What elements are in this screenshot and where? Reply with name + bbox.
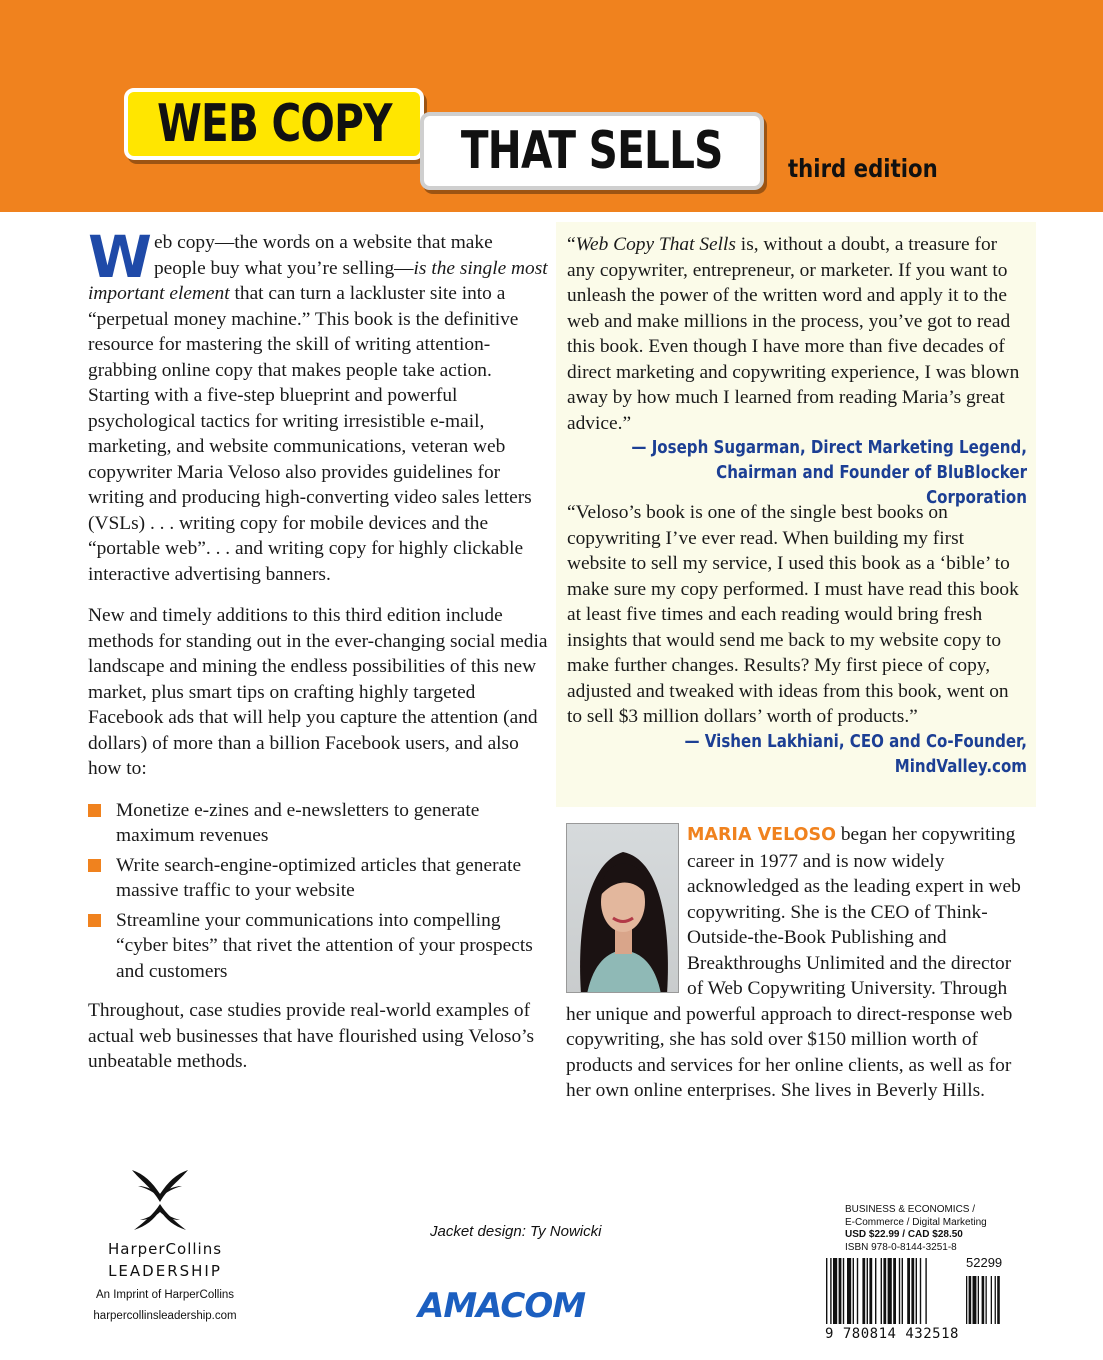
category-line-1: BUSINESS & ECONOMICS / [845,1204,976,1215]
bullet-text: Streamline your communications into compelling “cyber bites” that rivet the attention of your prospects and customers [116,909,533,982]
jacket-design-credit: Jacket design: Ty Nowicki [430,1223,602,1240]
quote-attribution-line-1: — Joseph Sugarman, Direct Marketing Legend, [631,438,1027,458]
additions-paragraph: New and timely additions to this third edition include methods for standing out in the ever-changing social media landscape and mining the endless possibilities of this new market, plus smart tips on crafting highly targeted Facebook ads that will help you capture the attention (and dollars) of more than a billion Facebook users, and also how to: [88,605,548,779]
testimonial-sugarman [567,232,1027,511]
author-bio [566,822,1031,1104]
quote-attribution-line-2: MindValley.com [894,756,1027,777]
quote-attribution-line-2: Chairman and Founder of BluBlocker Corporation [716,463,1027,508]
amacom-logo: AMACOM [418,1286,586,1326]
bullet-text: Monetize e-zines and e-newsletters to generate maximum revenues [116,799,480,846]
orange-square-bullet-icon [88,914,101,927]
publisher-name-line-1: HarperCollins [107,1240,223,1258]
quote-open-mark: “ [567,502,576,523]
quote-attribution-line-1: — Vishen Lakhiani, CEO and Co-Founder, [684,731,1027,752]
publisher-name [80,1238,250,1282]
price-and-category-block [845,1204,1015,1254]
intro-paragraph [88,223,548,587]
bullet-text: Write search-engine-optimized articles that generate massive traffic to your website [116,854,522,901]
quote-text: Veloso’s book is one of the single best books on copywriting I’ve ever read. When building my first website to sell my service, I used this book as a ‘bible’ to make sure my copy performed. I must have read this book at least five times and each reading would bring fresh insights that would send me back to my website copy to make further changes. Results? My first piece of copy, adjusted and tweaked with ideas from this book, went on to sell $3 million dollars’ worth of products.” [567,502,1019,727]
publisher-name-line-2: LEADERSHIP [108,1262,222,1280]
author-bio-text: began her copywriting career in 1977 and is now widely acknowledged as the leading expert in web copywriting. She is the CEO of Think-Outside-the-Book Publishing and Breakthroughs Unlimited and the director of Web Copywriting University. Through her unique and powerful approach to direct-response web copywriting, she has sold over $150 million worth of products and services for her online clients, as well as for her own online enterprises. She lives in Beverly Hills. [566,824,1021,1101]
title-box-yellow [124,88,424,160]
title-box-white [420,112,764,190]
list-item [88,908,548,985]
case-studies-paragraph: Throughout, case studies provide real-world examples of actual web businesses that have flourished using Veloso’s unbeatable methods. [88,1000,535,1072]
orange-square-bullet-icon [88,804,101,817]
intro-emphasis: is the single most important element [88,257,548,304]
title-line-1: WEB COPY [156,94,392,154]
drop-cap: W [88,223,152,291]
title-line-2: THAT SELLS [461,121,723,181]
quote-open-mark: “ [567,234,576,255]
quote-text: is, without a doubt, a treasure for any copywriter, entrepreneur, or marketer. If you want to unleash the power of the written word and apply it to the web and make millions in the process, you’ve got to read this book. Even though I have more than five decades of direct marketing and copywriting experience, I was blown away by how much I learned from reading Maria’s great advice.” [567,234,1020,434]
author-name: MARIA VELOSO [687,825,836,845]
orange-square-bullet-icon [88,859,101,872]
intro-text: eb copy—the words on a website that make people buy what you’re selling— [153,232,493,279]
edition-label: third edition [788,154,938,183]
description-column [88,223,548,1091]
quote-book-title: Web Copy That Sells [575,234,736,255]
harpercollins-fire-water-icon [130,1168,190,1232]
cover-header-band [0,0,1103,212]
price-line: USD $22.99 / CAD $28.50 [845,1229,963,1240]
barcode-supplement-code: 52299 [966,1255,1003,1270]
imprint-line: An Imprint of HarperCollins [95,1289,235,1301]
publisher-url: harpercollinsleadership.com [93,1310,237,1322]
barcode-digits: 9 780814 432518 [825,1326,959,1342]
testimonial-lakhiani [567,500,1027,780]
category-line-2: E-Commerce / Digital Marketing [845,1216,987,1228]
list-item [88,853,548,904]
isbn-line: ISBN 978-0-8144-3251-8 [845,1241,957,1253]
list-item [88,798,548,849]
intro-text-continued: that can turn a lackluster site into a “perpetual money machine.” This book is the definitive resource for mastering the skill of writing attention-grabbing online copy that makes people take action. Starting with a five-step blueprint and powerful psychological tactics for writing irresistible e-mail, marketing, and website communications, veteran web copywriter Maria Veloso also provides guidelines for writing and producing high-converting video sales letters (VSLs) . . . writing copy for mobile devices and the “portable web”. . . and writing copy for highly clickable interactive advertising banners. [88,283,532,585]
benefit-list [88,798,548,985]
